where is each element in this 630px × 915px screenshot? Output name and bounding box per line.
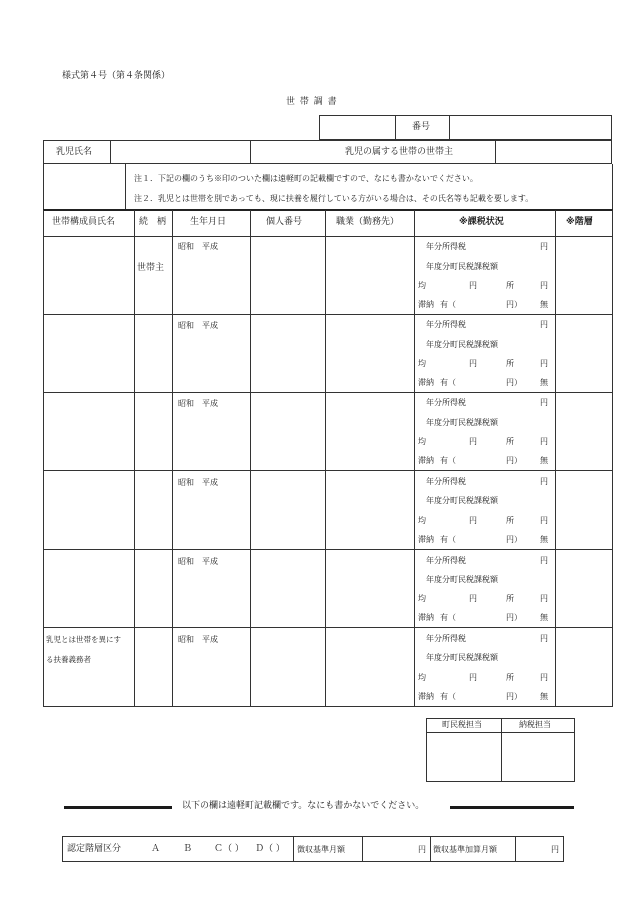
tax-status-block-3 [414, 393, 555, 470]
arrears-label: 滞納 [418, 378, 434, 387]
arrears-no: 無 [540, 300, 548, 309]
yen-label: 円 [540, 516, 548, 525]
household-head-label: 乳児の属する世帯の世帯主 [345, 147, 454, 157]
yen-label: 円 [540, 594, 548, 603]
note-2: 注２．乳児とは世帯を別であっても、現に扶養を履行している方がいる場合は、その氏名等も記載を要します。 [134, 194, 534, 203]
yen-label: 円 [540, 556, 548, 565]
tier-class-label: 認定階層区分 [67, 844, 122, 854]
col-birthdate: 生年月日 [190, 217, 227, 227]
yen-label: 円 [469, 281, 477, 290]
yen-label: 円 [469, 437, 477, 446]
note-1: 注１．下記の欄のうち※印のついた欄は遠軽町の記載欄ですので、なにも書かないでください。 [134, 174, 478, 183]
infant-name-field[interactable] [111, 141, 249, 163]
arrears-yen: 円） [506, 613, 522, 622]
tier-option-b: Ｂ [183, 844, 193, 854]
tax-payment-staff-label: 納税担当 [519, 720, 551, 729]
arrears-label: 滞納 [418, 456, 434, 465]
birth-era-4: 昭和 平成 [178, 478, 218, 487]
arrears-label: 滞納 [418, 535, 434, 544]
arrears-yes: 有（ [440, 378, 456, 387]
yen-label: 円 [469, 673, 477, 682]
relation-1: 世帯主 [137, 263, 165, 273]
yen-label: 円 [540, 673, 548, 682]
yen-label: 円 [540, 242, 548, 251]
tier-option-c: Ｃ（ ） [214, 844, 244, 854]
kin-label: 均 [418, 673, 426, 682]
sho-label: 所 [506, 437, 514, 446]
household-head-field[interactable] [496, 141, 611, 163]
arrears-yes: 有（ [440, 535, 456, 544]
arrears-no: 無 [540, 378, 548, 387]
member-name-field-1[interactable] [44, 237, 133, 313]
income-tax-label: 年分所得税 [426, 634, 466, 643]
arrears-yen: 円） [506, 692, 522, 701]
arrears-yen: 円） [506, 300, 522, 309]
col-tier: ※階層 [566, 217, 593, 227]
birth-era-5: 昭和 平成 [178, 557, 218, 566]
standard-monthly-yen: 円 [418, 845, 426, 854]
tax-status-block-1 [414, 237, 555, 314]
birth-era-6: 昭和 平成 [178, 635, 218, 644]
income-tax-label: 年分所得税 [426, 556, 466, 565]
resident-tax-label: 年度分町民税課税額 [426, 496, 498, 505]
arrears-yes: 有（ [440, 613, 456, 622]
arrears-label: 滞納 [418, 613, 434, 622]
arrears-yen: 円） [506, 378, 522, 387]
tax-status-block-6 [414, 628, 555, 706]
kin-label: 均 [418, 437, 426, 446]
kin-label: 均 [418, 359, 426, 368]
number-field[interactable] [450, 116, 610, 139]
form-number: 様式第４号（第４条関係） [62, 71, 171, 81]
income-tax-label: 年分所得税 [426, 398, 466, 407]
arrears-no: 無 [540, 692, 548, 701]
birth-era-1: 昭和 平成 [178, 242, 218, 251]
sho-label: 所 [506, 673, 514, 682]
resident-tax-staff-label: 町民税担当 [442, 720, 482, 729]
yen-label: 円 [540, 398, 548, 407]
office-notice: 以下の欄は遠軽町記載欄です。なにも書かないでください。 [182, 801, 425, 811]
tax-status-block-5 [414, 550, 555, 627]
birth-era-3: 昭和 平成 [178, 399, 218, 408]
yen-label: 円 [469, 359, 477, 368]
col-occupation: 職業（勤務先） [336, 217, 400, 227]
member-name-field-5[interactable] [44, 550, 133, 626]
member-name-field-4[interactable] [44, 471, 133, 548]
surcharge-monthly-yen: 円 [551, 845, 559, 854]
arrears-yes: 有（ [440, 456, 456, 465]
yen-label: 円 [540, 634, 548, 643]
surcharge-monthly-label: 徴収基準加算月額 [433, 845, 497, 854]
income-tax-label: 年分所得税 [426, 242, 466, 251]
income-tax-label: 年分所得税 [426, 477, 466, 486]
col-member-name: 世帯構成員氏名 [52, 217, 116, 227]
kin-label: 均 [418, 281, 426, 290]
dependent-label-line2: る扶養義務者 [46, 655, 91, 664]
tier-option-a: Ａ [151, 844, 161, 854]
arrears-yen: 円） [506, 535, 522, 544]
notice-bar-right [450, 806, 574, 809]
tax-status-block-4 [414, 471, 555, 549]
arrears-yes: 有（ [440, 692, 456, 701]
col-relation: 続 柄 [139, 217, 167, 227]
col-personal-number: 個人番号 [266, 217, 303, 227]
resident-tax-label: 年度分町民税課税額 [426, 418, 498, 427]
kin-label: 均 [418, 516, 426, 525]
member-name-field-2[interactable] [44, 315, 133, 391]
yen-label: 円 [469, 516, 477, 525]
sho-label: 所 [506, 281, 514, 290]
yen-label: 円 [540, 359, 548, 368]
sho-label: 所 [506, 594, 514, 603]
kin-label: 均 [418, 594, 426, 603]
arrears-yen: 円） [506, 456, 522, 465]
sho-label: 所 [506, 516, 514, 525]
infant-name-label: 乳児氏名 [56, 147, 93, 157]
standard-monthly-label: 徴収基準月額 [297, 845, 345, 854]
arrears-no: 無 [540, 456, 548, 465]
resident-tax-label: 年度分町民税課税額 [426, 575, 498, 584]
yen-label: 円 [540, 320, 548, 329]
yen-label: 円 [469, 594, 477, 603]
yen-label: 円 [540, 477, 548, 486]
birth-era-2: 昭和 平成 [178, 321, 218, 330]
dependent-label-line1: 乳児とは世帯を異にす [46, 635, 121, 644]
number-label: 番号 [412, 122, 431, 132]
col-tax-status: ※課税状況 [459, 217, 504, 227]
resident-tax-label: 年度分町民税課税額 [426, 262, 498, 271]
resident-tax-label: 年度分町民税課税額 [426, 653, 498, 662]
arrears-no: 無 [540, 535, 548, 544]
arrears-yes: 有（ [440, 300, 456, 309]
personal-number-field-1[interactable] [251, 237, 324, 313]
resident-tax-label: 年度分町民税課税額 [426, 340, 498, 349]
yen-label: 円 [540, 281, 548, 290]
notice-bar-left [64, 806, 172, 809]
income-tax-label: 年分所得税 [426, 320, 466, 329]
arrears-label: 滞納 [418, 692, 434, 701]
arrears-label: 滞納 [418, 300, 434, 309]
arrears-no: 無 [540, 613, 548, 622]
page-title: 世 帯 調 書 [286, 97, 338, 107]
occupation-field-1[interactable] [326, 237, 413, 313]
tax-status-block-2 [414, 315, 555, 392]
yen-label: 円 [540, 437, 548, 446]
member-name-field-3[interactable] [44, 393, 133, 469]
sho-label: 所 [506, 359, 514, 368]
tier-option-d: Ｄ（ ） [255, 844, 285, 854]
